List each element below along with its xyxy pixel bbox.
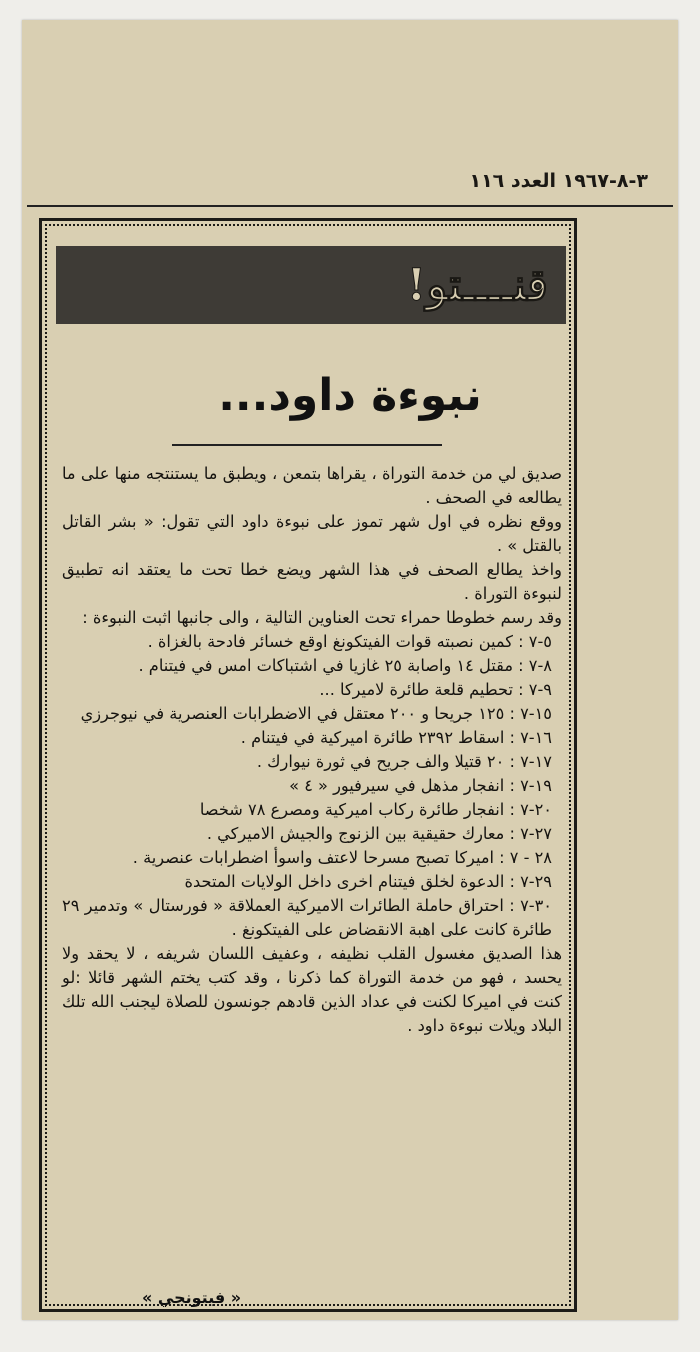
paragraph: واخذ يطالع الصحف في هذا الشهر ويضع خطا تحت ما يعتقد انه تطبيق لنبوءة التوراة . <box>62 560 562 603</box>
headline: نبوءة داود... <box>218 370 482 421</box>
list-item: ١٧-٧ : ٢٠ قتيلا والف جريح في ثورة نيوارك . <box>256 752 552 771</box>
list-item: ٨-٧ : مقتل ١٤ واصابة ٢٥ غازيا في اشتباكات امس في فيتنام . <box>138 656 552 675</box>
newspaper-clipping <box>22 20 678 1320</box>
list-item: ١٥-٧ : ١٢٥ جريحا و ٢٠٠ معتقل في الاضطرابات العنصرية في نيوجرزي <box>80 704 552 723</box>
list-item: ١٩-٧ : انفجار مذهل في سيرفيور « ٤ » <box>289 776 552 795</box>
list-item: ١٦-٧ : اسقاط ٢٣٩٢ طائرة اميركية في فيتنام . <box>240 728 552 747</box>
list-item: ٢٨ - ٧ : اميركا تصبح مسرحا لاعتف واسوأ اضطرابات عنصرية . <box>132 848 552 867</box>
list-item: ٢٠-٧ : انفجار طائرة ركاب اميركية ومصرع ٧٨ شخصا <box>199 800 552 819</box>
dateline: ٣-٨-١٩٦٧ العدد ١١٦ <box>469 170 648 192</box>
banner-title: قنــــتو! <box>406 259 548 311</box>
paragraph: وقد رسم خطوطا حمراء تحت العناوين التالية ، والى جانبها اثبت النبوءة : <box>82 608 562 627</box>
paragraph: ووقع نظره في اول شهر تموز على نبوءة داود التي تقول: « بشر القاتل بالقتل » . <box>62 512 562 555</box>
headline-rule <box>172 444 442 446</box>
list-item: ٢٩-٧ : الدعوة لخلق فيتنام اخرى داخل الولايات المتحدة <box>184 872 552 891</box>
list-item: ٣٠-٧ : احتراق حاملة الطائرات الاميركية العملاقة « فورستال » وتدمير ٢٩ طائرة كانت على اهبة الانقضاض على الفيتكونغ . <box>62 896 552 939</box>
column-banner <box>56 246 566 324</box>
list-item: ٥-٧ : كمين نصبته قوات الفيتكونغ اوقع خسائر فادحة بالغزاة . <box>147 632 552 651</box>
signature: « فيتونجي » <box>142 1288 242 1307</box>
paragraph: صديق لي من خدمة التوراة ، يقراها بتمعن ، ويطبق ما يستنتجه منها على ما يطالعه في الصحف . <box>62 464 562 507</box>
closing-paragraph: هذا الصديق مغسول القلب نظيفه ، وعفيف اللسان شريفه ، لا يحقد ولا يحسد ، فهو من خدمة التوراة كما ذكرنا ، وقد كتب يختم الشهر قائلا :لو كنت في اميركا لكنت في عداد الذين قادهم جونسون للصلاة ليجنب الله تلك البلاد ويلات نبوءة داود . <box>62 944 562 1035</box>
article-body <box>62 462 562 1038</box>
list-item: ٢٧-٧ : معارك حقيقية بين الزنوج والجيش الاميركي . <box>206 824 552 843</box>
list-item: ٩-٧ : تحطيم قلعة طائرة لاميركا ... <box>319 680 552 699</box>
dateline-rule <box>27 205 673 207</box>
